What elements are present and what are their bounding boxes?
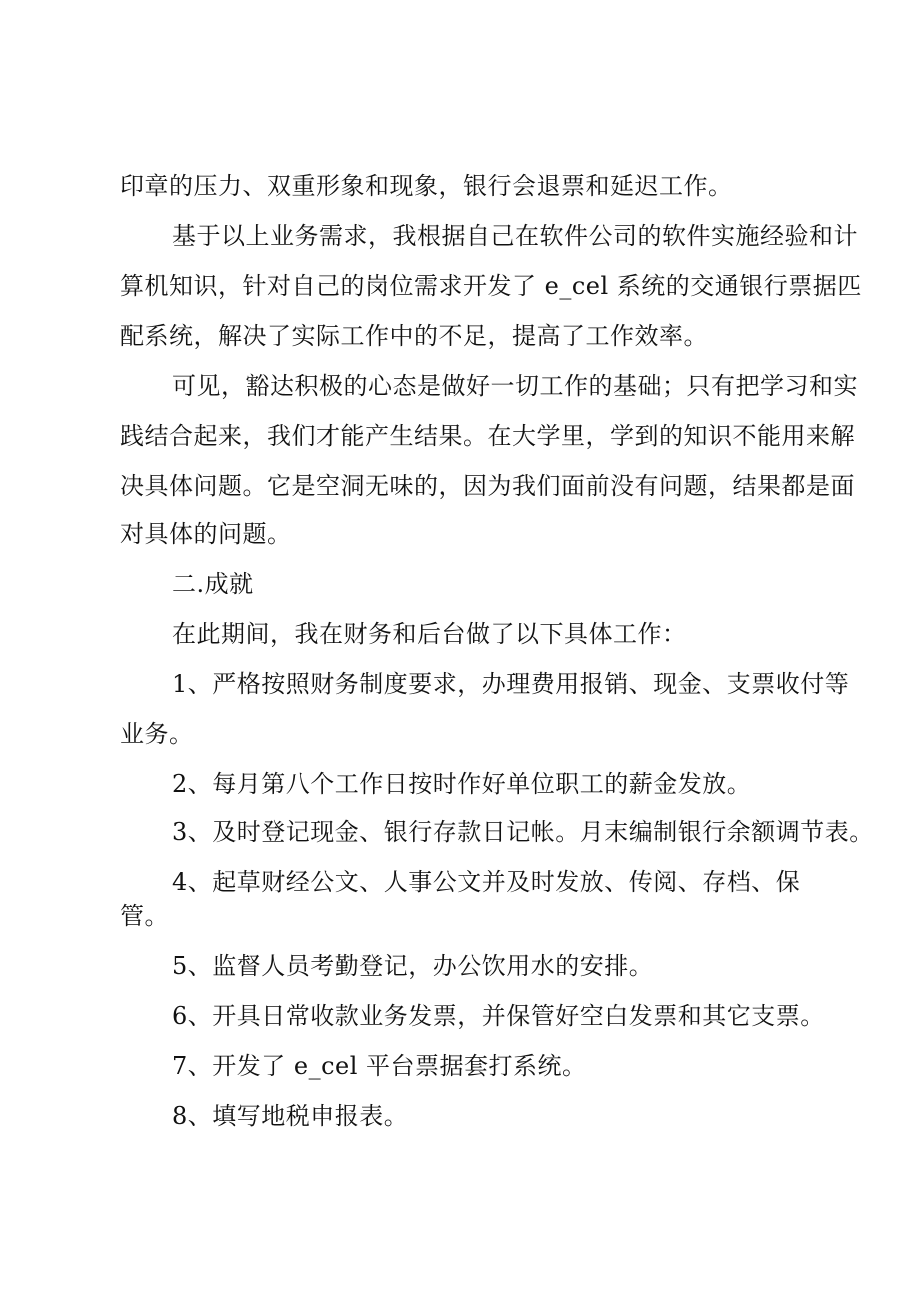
paragraph-line-10: 在此期间，我在财务和后台做了以下具体工作：: [172, 620, 687, 648]
paragraph-line-6: 践结合起来，我们才能产生结果。在大学里，学到的知识不能用来解: [120, 422, 855, 450]
list-item-8: 8、填写地税申报表。: [172, 1102, 409, 1130]
section-heading: 二.成就: [172, 570, 254, 598]
paragraph-line-3: 算机知识，针对自己的岗位需求开发了 e_cel 系统的交通银行票据匹: [120, 272, 862, 300]
list-item-1: 1、严格按照财务制度要求，办理费用报销、现金、支票收付等: [172, 670, 850, 698]
list-item-1-continued: 业务。: [120, 720, 194, 748]
list-item-7: 7、开发了 e_cel 平台票据套打系统。: [172, 1052, 587, 1080]
list-item-6: 6、开具日常收款业务发票，并保管好空白发票和其它支票。: [172, 1002, 825, 1030]
list-item-2: 2、每月第八个工作日按时作好单位职工的薪金发放。: [172, 770, 752, 798]
paragraph-line-8: 对具体的问题。: [120, 520, 292, 548]
list-item-5: 5、监督人员考勤登记，办公饮用水的安排。: [172, 952, 654, 980]
list-item-4-continued: 管。: [120, 902, 169, 930]
paragraph-line-2: 基于以上业务需求，我根据自己在软件公司的软件实施经验和计: [172, 222, 858, 250]
paragraph-line-7: 决具体问题。它是空洞无味的，因为我们面前没有问题，结果都是面: [120, 472, 855, 500]
list-item-3: 3、及时登记现金、银行存款日记帐。月末编制银行余额调节表。: [172, 818, 874, 846]
paragraph-line-4: 配系统，解决了实际工作中的不足，提高了工作效率。: [120, 322, 708, 350]
list-item-4: 4、起草财经公文、人事公文并及时发放、传阅、存档、保: [172, 868, 801, 896]
paragraph-line-5: 可见，豁达积极的心态是做好一切工作的基础；只有把学习和实: [172, 372, 858, 400]
paragraph-line-1: 印章的压力、双重形象和现象，银行会退票和延迟工作。: [120, 172, 733, 200]
